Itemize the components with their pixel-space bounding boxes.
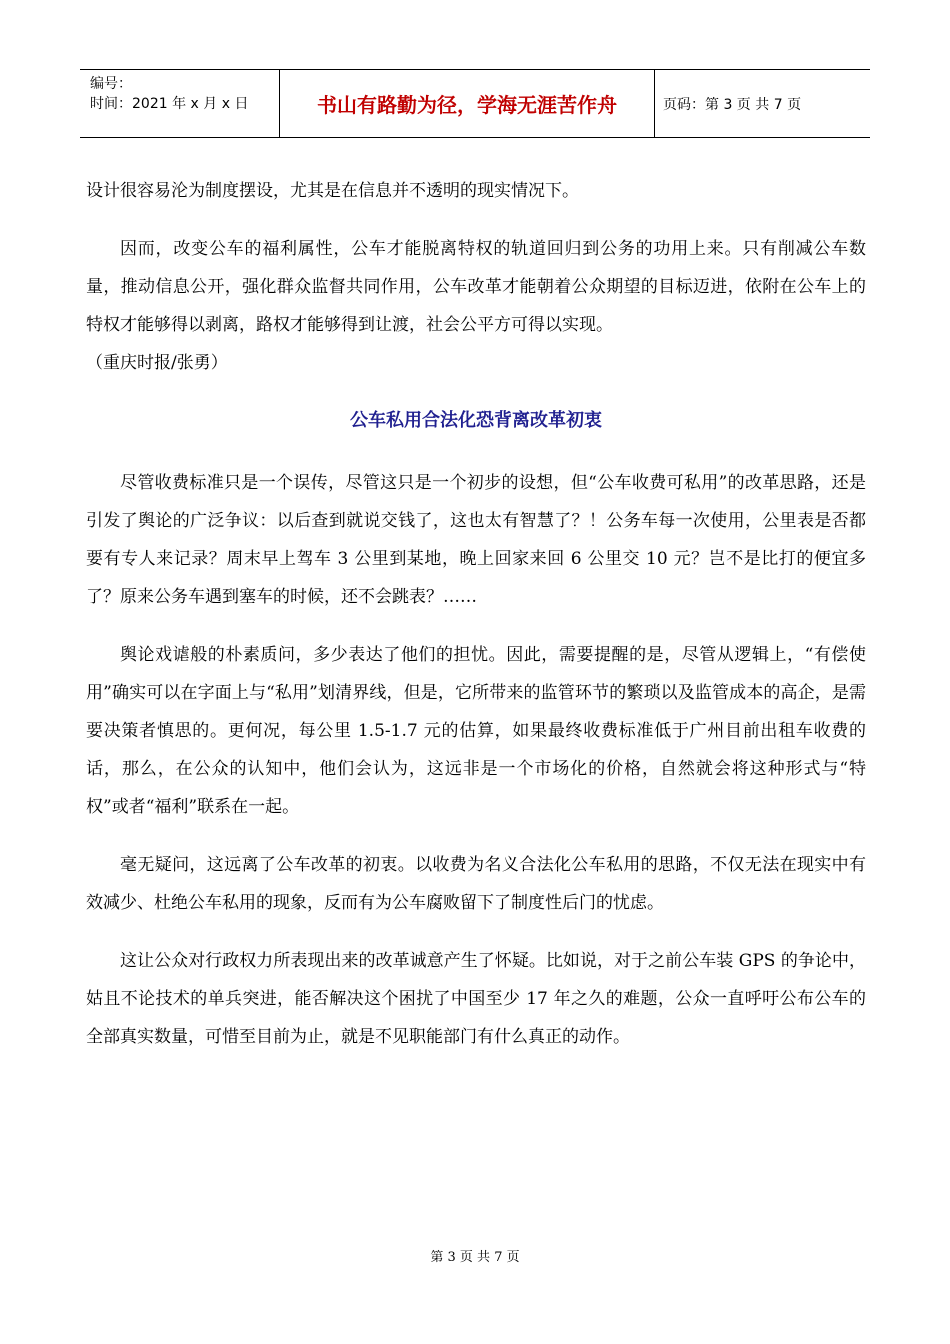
- source-attribution: （重庆时报/张勇）: [86, 353, 228, 373]
- document-body: [86, 172, 866, 1076]
- page-footer: 第 3 页 共 7 页: [430, 1250, 520, 1265]
- header-page-number: 页码：第 3 页 共 7 页: [663, 96, 802, 113]
- paragraph: 毫无疑问，这远离了公车改革的初衷。以收费为名义合法化公车私用的思路，不仅无法在现实中有效减少、杜绝公车私用的现象，反而有为公车腐败留下了制度性后门的忧虑。: [86, 855, 866, 913]
- page-header: [80, 69, 870, 138]
- paragraph: 舆论戏谑般的朴素质问，多少表达了他们的担忧。因此，需要提醒的是，尽管从逻辑上，“有偿使用”确实可以在字面上与“私用”划清界线，但是，它所带来的监管环节的繁琐以及监管成本的高企，是需要决策者慎思的。更何况，每公里 1.5-1.7 元的估算，如果最终收费标准低于广州目前出租车收费的话，那么，在公众的认知中，他们会认为，这远非是一个市场化的价格，自然就会将这种形式与“特权”或者“福利”联系在一起。: [86, 645, 866, 817]
- header-meta: [80, 70, 280, 137]
- header-motto: 书山有路勤为径，学海无涯苦作舟: [280, 70, 655, 137]
- paragraph-continued: 设计很容易沦为制度摆设，尤其是在信息并不透明的现实情况下。: [86, 181, 579, 201]
- paragraph: 这让公众对行政权力所表现出来的改革诚意产生了怀疑。比如说，对于之前公车装 GPS 的争论中，姑且不论技术的单兵突进，能否解决这个困扰了中国至少 17 年之久的难题，公众一直呼吁公布公车的全部真实数量，可惜至目前为止，就是不见职能部门有什么真正的动作。: [86, 951, 866, 1047]
- article-heading: 公车私用合法化恐背离改革初衷: [350, 410, 602, 431]
- paragraph: 尽管收费标准只是一个误传，尽管这只是一个初步的设想，但“公车收费可私用”的改革思路，还是引发了舆论的广泛争议：以后查到就说交钱了，这也太有智慧了？！公务车每一次使用，公里表是否都要有专人来记录？周末早上驾车 3 公里到某地，晚上回家来回 6 公里交 10 元？岂不是比打的便宜多了？原来公务车遇到塞车的时候，还不会跳表？……: [86, 473, 866, 607]
- document-date: 时间：2021 年 x 月 x 日: [90, 96, 249, 112]
- paragraph: 因而，改变公车的福利属性，公车才能脱离特权的轨道回归到公务的功用上来。只有削减公车数量，推动信息公开，强化群众监督共同作用，公车改革才能朝着公众期望的目标迈进，依附在公车上的特权才能够得以剥离，路权才能够得到让渡，社会公平方可得以实现。: [86, 239, 866, 335]
- document-number: 编号：: [90, 76, 132, 92]
